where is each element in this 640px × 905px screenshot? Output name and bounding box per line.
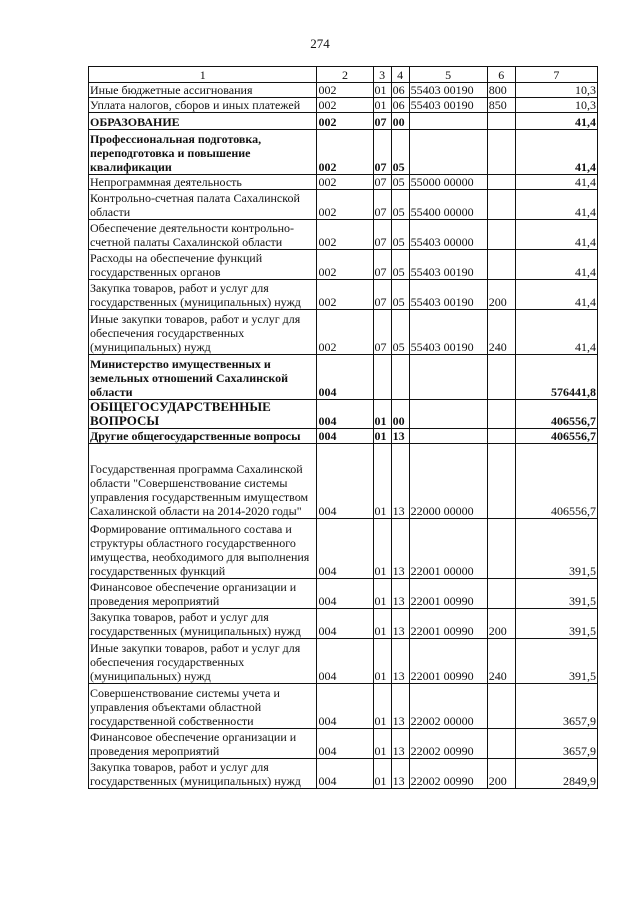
cell-sum: 41,4 (515, 250, 597, 280)
cell-csr: 55403 00190 (409, 98, 487, 113)
cell-pr: 05 (391, 250, 409, 280)
cell-csr: 55400 00000 (409, 190, 487, 220)
cell-name: Контрольно-счетная палата Сахалинской области (89, 190, 317, 220)
cell-sum: 41,4 (515, 190, 597, 220)
cell-rz: 01 (373, 579, 391, 609)
cell-vr (487, 250, 515, 280)
cell-vr (487, 400, 515, 429)
cell-rz: 01 (373, 400, 391, 429)
cell-rz: 07 (373, 310, 391, 355)
cell-csr: 55403 00190 (409, 250, 487, 280)
cell-pr: 13 (391, 429, 409, 444)
cell-pr: 13 (391, 759, 409, 789)
cell-csr: 55000 00000 (409, 175, 487, 190)
cell-min: 004 (317, 609, 373, 639)
cell-rz: 01 (373, 729, 391, 759)
cell-sum: 41,4 (515, 175, 597, 190)
table-row (89, 639, 598, 684)
cell-rz: 01 (373, 429, 391, 444)
header-col-6: 6 (487, 67, 515, 83)
cell-sum: 41,4 (515, 130, 597, 175)
cell-name: Иные закупки товаров, работ и услуг для обеспечения государственных (муниципальных) нужд (89, 639, 317, 684)
cell-vr (487, 220, 515, 250)
table-row (89, 175, 598, 190)
cell-csr (409, 113, 487, 130)
cell-rz: 01 (373, 519, 391, 579)
table-row (89, 400, 598, 429)
cell-rz: 07 (373, 250, 391, 280)
cell-csr: 22002 00990 (409, 729, 487, 759)
cell-pr: 06 (391, 83, 409, 98)
cell-sum: 406556,7 (515, 400, 597, 429)
cell-vr: 850 (487, 98, 515, 113)
cell-name: Закупка товаров, работ и услуг для государственных (муниципальных) нужд (89, 280, 317, 310)
cell-csr (409, 400, 487, 429)
cell-rz: 07 (373, 130, 391, 175)
cell-min: 004 (317, 400, 373, 429)
cell-name: Другие общегосударственные вопросы (89, 429, 317, 444)
cell-name: Обеспечение деятельности контрольно-счетной палаты Сахалинской области (89, 220, 317, 250)
cell-csr: 22001 00990 (409, 639, 487, 684)
header-col-5: 5 (409, 67, 487, 83)
cell-vr (487, 130, 515, 175)
cell-rz (373, 355, 391, 400)
cell-sum: 406556,7 (515, 429, 597, 444)
cell-rz: 01 (373, 684, 391, 729)
cell-name: ОБРАЗОВАНИЕ (89, 113, 317, 130)
table-row (89, 429, 598, 444)
cell-min: 002 (317, 83, 373, 98)
cell-csr: 55403 00190 (409, 280, 487, 310)
cell-min: 002 (317, 310, 373, 355)
header-col-7: 7 (515, 67, 597, 83)
cell-rz: 01 (373, 98, 391, 113)
cell-sum: 41,4 (515, 280, 597, 310)
cell-pr: 06 (391, 98, 409, 113)
cell-csr: 55403 00000 (409, 220, 487, 250)
table-row (89, 310, 598, 355)
cell-min: 004 (317, 519, 373, 579)
cell-vr: 200 (487, 759, 515, 789)
cell-min: 002 (317, 220, 373, 250)
cell-sum: 406556,7 (515, 444, 597, 519)
cell-rz: 01 (373, 759, 391, 789)
cell-vr (487, 579, 515, 609)
cell-vr: 200 (487, 280, 515, 310)
cell-vr (487, 113, 515, 130)
cell-min: 004 (317, 444, 373, 519)
cell-min: 002 (317, 98, 373, 113)
cell-rz: 07 (373, 113, 391, 130)
cell-min: 004 (317, 729, 373, 759)
budget-table (88, 66, 598, 789)
cell-min: 002 (317, 130, 373, 175)
cell-min: 002 (317, 190, 373, 220)
cell-pr: 05 (391, 280, 409, 310)
cell-vr: 240 (487, 639, 515, 684)
cell-sum: 41,4 (515, 310, 597, 355)
cell-min: 002 (317, 175, 373, 190)
cell-name: Формирование оптимального состава и структуры областного государственного имущества, необходимого для выполнения государственных функций (89, 519, 317, 579)
cell-csr (409, 355, 487, 400)
cell-min: 002 (317, 250, 373, 280)
cell-pr: 13 (391, 729, 409, 759)
header-col-2: 2 (317, 67, 373, 83)
cell-pr: 05 (391, 310, 409, 355)
table-row (89, 444, 598, 519)
cell-rz: 01 (373, 639, 391, 684)
cell-sum: 2849,9 (515, 759, 597, 789)
cell-vr (487, 429, 515, 444)
table-row (89, 609, 598, 639)
cell-name: Профессиональная подготовка, переподготовка и повышение квалификации (89, 130, 317, 175)
cell-csr: 22001 00990 (409, 609, 487, 639)
cell-pr: 13 (391, 684, 409, 729)
cell-vr: 800 (487, 83, 515, 98)
table-row (89, 579, 598, 609)
cell-min: 004 (317, 355, 373, 400)
cell-pr: 13 (391, 609, 409, 639)
table-row (89, 355, 598, 400)
table-row (89, 519, 598, 579)
cell-min: 004 (317, 429, 373, 444)
header-row (89, 67, 598, 83)
cell-min: 004 (317, 684, 373, 729)
cell-csr: 22001 00000 (409, 519, 487, 579)
cell-pr: 05 (391, 130, 409, 175)
cell-vr (487, 355, 515, 400)
cell-sum: 41,4 (515, 113, 597, 130)
cell-sum: 391,5 (515, 609, 597, 639)
cell-csr: 55403 00190 (409, 310, 487, 355)
cell-pr: 13 (391, 444, 409, 519)
cell-rz: 07 (373, 220, 391, 250)
cell-csr: 55403 00190 (409, 83, 487, 98)
table-row (89, 190, 598, 220)
cell-vr (487, 519, 515, 579)
cell-pr: 13 (391, 639, 409, 684)
header-col-1: 1 (89, 67, 317, 83)
cell-min: 004 (317, 759, 373, 789)
cell-vr (487, 729, 515, 759)
table-row (89, 130, 598, 175)
cell-min: 002 (317, 280, 373, 310)
table-row (89, 759, 598, 789)
cell-name: Финансовое обеспечение организации и проведения мероприятий (89, 729, 317, 759)
cell-name: Государственная программа Сахалинской области "Совершенствование системы управления государственным имуществом Сахалинской области на 2014-2020 годы" (89, 444, 317, 519)
table-row (89, 83, 598, 98)
cell-name: Расходы на обеспечение функций государственных органов (89, 250, 317, 280)
cell-sum: 41,4 (515, 220, 597, 250)
cell-pr: 13 (391, 519, 409, 579)
cell-rz: 07 (373, 190, 391, 220)
cell-rz: 01 (373, 444, 391, 519)
cell-pr: 00 (391, 113, 409, 130)
cell-rz: 07 (373, 280, 391, 310)
cell-sum: 576441,8 (515, 355, 597, 400)
cell-name: Закупка товаров, работ и услуг для государственных (муниципальных) нужд (89, 759, 317, 789)
table-row (89, 280, 598, 310)
cell-sum: 10,3 (515, 83, 597, 98)
cell-pr (391, 355, 409, 400)
cell-sum: 391,5 (515, 579, 597, 609)
cell-csr (409, 429, 487, 444)
cell-sum: 10,3 (515, 98, 597, 113)
cell-sum: 391,5 (515, 639, 597, 684)
cell-csr: 22001 00990 (409, 579, 487, 609)
cell-vr: 200 (487, 609, 515, 639)
header-col-3: 3 (373, 67, 391, 83)
cell-sum: 3657,9 (515, 684, 597, 729)
table-row (89, 98, 598, 113)
cell-vr (487, 684, 515, 729)
cell-pr: 05 (391, 220, 409, 250)
cell-csr: 22002 00000 (409, 684, 487, 729)
cell-min: 002 (317, 113, 373, 130)
cell-rz: 01 (373, 83, 391, 98)
cell-pr: 13 (391, 579, 409, 609)
cell-csr: 22000 00000 (409, 444, 487, 519)
cell-name: Непрограммная деятельность (89, 175, 317, 190)
cell-rz: 07 (373, 175, 391, 190)
cell-pr: 00 (391, 400, 409, 429)
cell-name: Иные бюджетные ассигнования (89, 83, 317, 98)
cell-pr: 05 (391, 190, 409, 220)
cell-min: 004 (317, 579, 373, 609)
cell-min: 004 (317, 639, 373, 684)
cell-sum: 391,5 (515, 519, 597, 579)
page-number: 274 (310, 36, 330, 51)
cell-vr (487, 190, 515, 220)
cell-name: Иные закупки товаров, работ и услуг для обеспечения государственных (муниципальных) нужд (89, 310, 317, 355)
cell-csr: 22002 00990 (409, 759, 487, 789)
table-row (89, 729, 598, 759)
cell-vr (487, 444, 515, 519)
cell-name: Закупка товаров, работ и услуг для государственных (муниципальных) нужд (89, 609, 317, 639)
table-row (89, 220, 598, 250)
header-col-4: 4 (391, 67, 409, 83)
cell-rz: 01 (373, 609, 391, 639)
table-row (89, 113, 598, 130)
cell-csr (409, 130, 487, 175)
cell-vr: 240 (487, 310, 515, 355)
cell-name: Совершенствование системы учета и управления объектами областной государственной собственности (89, 684, 317, 729)
cell-vr (487, 175, 515, 190)
table-row (89, 250, 598, 280)
cell-pr: 05 (391, 175, 409, 190)
cell-name: Финансовое обеспечение организации и проведения мероприятий (89, 579, 317, 609)
cell-name: Уплата налогов, сборов и иных платежей (89, 98, 317, 113)
cell-sum: 3657,9 (515, 729, 597, 759)
cell-name: Министерство имущественных и земельных отношений Сахалинской области (89, 355, 317, 400)
cell-name: ОБЩЕГОСУДАРСТВЕННЫЕ ВОПРОСЫ (89, 400, 317, 429)
table-row (89, 684, 598, 729)
